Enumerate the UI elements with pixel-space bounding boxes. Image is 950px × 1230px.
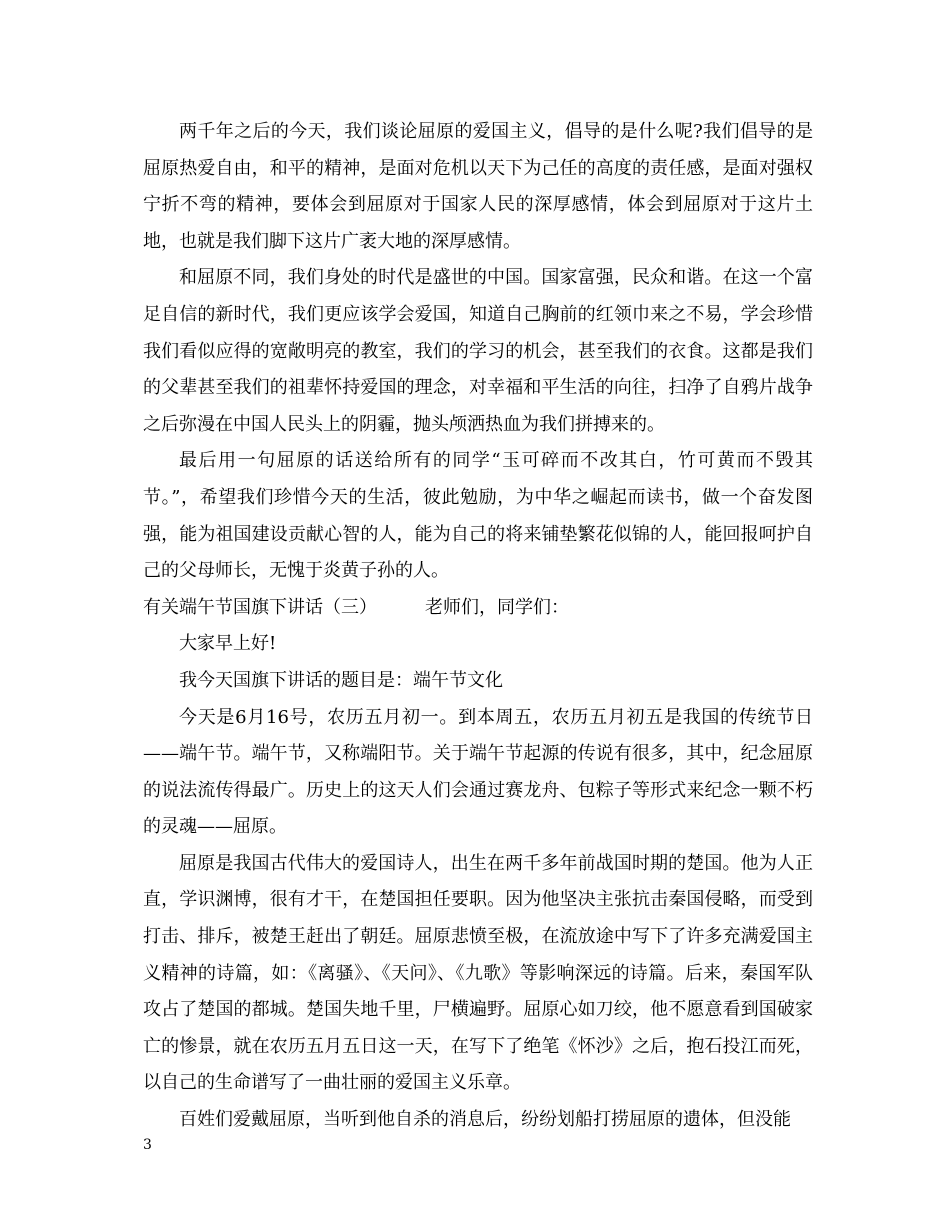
greeting: 大家早上好! <box>179 633 277 655</box>
section-heading-line <box>143 590 813 627</box>
paragraph-patriotism: 两千年之后的今天，我们谈论屈原的爱国主义，倡导的是什么呢?我们倡导的是屈原热爱自由，和平的精神，是面对危机以天下为己任的高度的责任感，是面对强权宁折不弯的精神，要体会到屈原对于国家人民的深厚感情，体会到屈原对于这片土地，也就是我们脚下这片广袤大地的深厚感情。 <box>143 121 813 252</box>
page-number: 3 <box>143 1137 152 1153</box>
salutation: 老师们，同学们： <box>425 596 569 618</box>
paragraph-modern-era: 和屈原不同，我们身处的时代是盛世的中国。国家富强，民众和谐。在这一个富足自信的新时代，我们更应该学会爱国，知道自己胸前的红领巾来之不易，学会珍惜我们看似应得的宽敞明亮的教室，我们的学习的机会，甚至我们的衣食。这都是我们的父辈甚至我们的祖辈怀持爱国的理念，对幸福和平生活的向往，扫净了自鸦片战争之后弥漫在中国人民头上的阴霾，抛头颅洒热血为我们拼搏来的。 <box>143 267 813 435</box>
document-body <box>143 114 813 1139</box>
paragraph-dragon-boat-origin: 今天是6月16号，农历五月初一。到本周五，农历五月初五是我国的传统节日——端午节。端午节，又称端阳节。关于端午节起源的传说有很多，其中，纪念屈原的说法流传得最广。历史上的这天人们会通过赛龙舟、包粽子等形式来纪念一颗不朽的灵魂——屈原。 <box>143 706 813 838</box>
paragraph-people-mourn: 百姓们爱戴屈原，当听到他自杀的消息后，纷纷划船打捞屈原的遗体，但没能 <box>179 1109 791 1131</box>
paragraph-qu-yuan-story: 屈原是我国古代伟大的爱国诗人，出生在两千多年前战国时期的楚国。他为人正直，学识渊博，很有才干，在楚国担任要职。因为他坚决主张抗击秦国侵略，而受到打击、排斥，被楚王赶出了朝廷。屈原悲愤至极，在流放途中写下了许多充满爱国主义精神的诗篇，如：《离骚》、《天问》、《九歌》等影响深远的诗篇。后来，秦国军队攻占了楚国的都城。楚国失地千里，尸横遍野。屈原心如刀绞，他不愿意看到国破家亡的惨景，就在农历五月五日这一天，在写下了绝笔《怀沙》之后，抱石投江而死，以自己的生命谱写了一曲壮丽的爱国主义乐章。 <box>143 852 813 1094</box>
paragraph-closing-quote: 最后用一句屈原的话送给所有的同学“玉可碎而不改其白，竹可黄而不毁其节。”，希望我们珍惜今天的生活，彼此勉励，为中华之崛起而读书，做一个奋发图强，能为祖国建设贡献心智的人，能为自己的将来铺垫繁花似锦的人，能回报呵护自己的父母师长，无愧于炎黄子孙的人。 <box>143 450 813 582</box>
topic-line: 我今天国旗下讲话的题目是：端午节文化 <box>179 669 503 691</box>
section-title: 有关端午节国旗下讲话（三） <box>143 596 377 618</box>
